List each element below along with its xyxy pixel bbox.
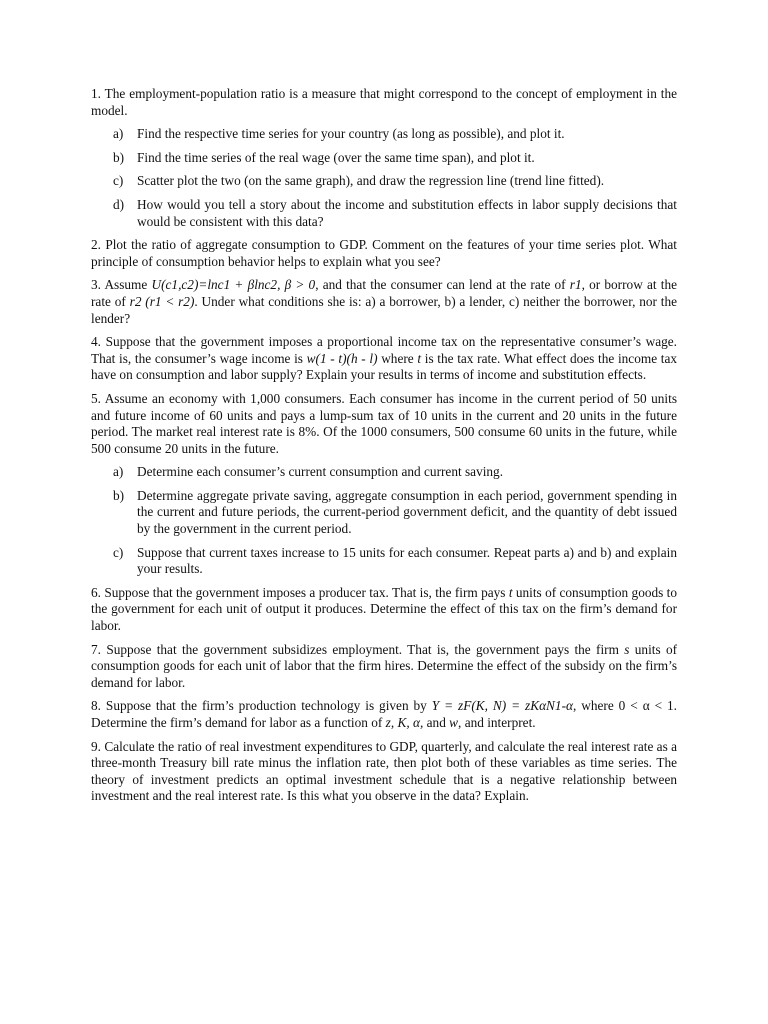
question-1-part-d <box>91 197 677 230</box>
part-text: Find the time series of the real wage (over the same time span), and plot it. <box>137 149 535 165</box>
part-label: c) <box>113 544 124 560</box>
part-label: a) <box>113 464 124 480</box>
question-4 <box>91 334 677 384</box>
question-text-pre: Suppose that the government imposes a producer tax. That is, the firm pays <box>104 584 506 600</box>
tax-rate-variable: t <box>417 350 422 366</box>
question-number: 4. <box>91 334 101 350</box>
question-text-post: , and interpret. <box>458 715 536 730</box>
question-text: Plot the ratio of aggregate consumption to GDP. Comment on the features of your time series plot. What principle of consumption behavior helps to explain what you see? <box>91 237 677 269</box>
part-text: Suppose that current taxes increase to 15 units for each consumer. Repeat parts a) and b) and explain your results. <box>137 544 677 577</box>
part-label: b) <box>113 149 125 165</box>
part-text: Determine aggregate private saving, aggregate consumption in each period, government spending in the current and future periods, the current-period government deficit, and the quantity of debt issued by the government in the current period. <box>137 487 677 537</box>
part-label: b) <box>113 487 125 503</box>
question-text-mid2: , or borrow at the rate of <box>91 277 677 309</box>
question-number: 9. <box>91 738 101 754</box>
wage-variable: w <box>449 715 459 730</box>
question-5 <box>91 391 677 457</box>
question-text: Assume an economy with 1,000 consumers. Each consumer has income in the current period of 50 units and future income of 60 units and pays a lump-sum tax of 10 units in the current and 20 units in the future period. The market real interest rate is 8%. Of the 1000 consumers, 500 consume 60 units in the future, while 500 consume 20 units in the future. <box>91 390 677 456</box>
question-text-post: is the tax rate. What effect does the income tax have on consumption and labor supply? Explain your results in terms of income and substitution effects. <box>91 350 678 383</box>
question-9 <box>91 739 677 805</box>
question-number: 6. <box>91 584 101 600</box>
question-text-pre: Suppose that the firm’s production technology is given by <box>105 698 427 714</box>
question-2 <box>91 237 677 270</box>
function-variables: z, K, α, <box>385 715 424 730</box>
question-text-mid: , and that the consumer can lend at the rate of <box>315 277 566 293</box>
rate-condition: (r1 < r2) <box>145 293 195 309</box>
question-text-pre: Assume <box>104 277 148 293</box>
part-label: a) <box>113 126 124 142</box>
subsidy-variable: s <box>624 641 630 657</box>
question-5-part-a <box>91 464 677 481</box>
question-1 <box>91 86 677 119</box>
question-text-mid: , where 0 < α < 1. Determine the firm’s demand for labor as a function of <box>91 698 678 730</box>
question-text-mid: where <box>381 350 414 366</box>
question-text: The employment-population ratio is a measure that might correspond to the concept of employment in the model. <box>91 86 677 118</box>
question-number: 2. <box>91 237 101 253</box>
question-7 <box>91 642 677 692</box>
question-1-part-c <box>91 173 677 190</box>
question-5-parts <box>91 464 677 578</box>
producer-tax-variable: t <box>508 584 513 600</box>
question-1-parts <box>91 126 677 230</box>
question-6 <box>91 585 677 635</box>
question-text: Calculate the ratio of real investment expenditures to GDP, quarterly, and calculate the real interest rate as a three-month Treasury bill rate minus the inflation rate, then plot both of these variables as time series. The theory of investment predicts an optimal investment schedule that is a negative relationship between investment and the real interest rate. Is this what you observe in the data? Explain. <box>91 738 677 804</box>
question-1-part-b <box>91 150 677 167</box>
part-text: How would you tell a story about the income and substitution effects in labor supply decisions that would be consistent with this data? <box>137 196 677 229</box>
part-text: Find the respective time series for your country (as long as possible), and plot it. <box>137 126 565 142</box>
question-number: 3. <box>91 277 101 293</box>
question-number: 5. <box>91 390 101 406</box>
part-label: c) <box>113 173 124 189</box>
production-function: Y = zF(K, N) = zKαN1-α <box>431 698 573 714</box>
borrowing-rate: r2 <box>129 293 142 309</box>
question-5-part-c <box>91 545 677 578</box>
part-text: Determine each consumer’s current consumption and current saving. <box>137 464 504 480</box>
question-number: 8. <box>91 698 101 714</box>
wage-income-formula: w(1 - t)(h - l) <box>306 350 378 366</box>
question-text-pre: Suppose that the government imposes a proportional income tax on the representative consumer’s wage. That is, the consumer’s wage income is <box>91 334 678 366</box>
question-8 <box>91 698 677 731</box>
question-text-post: units of consumption goods for each unit of labor that the firm hires. Determine the effect of the subsidy on the firm’s demand for labor. <box>91 641 678 690</box>
question-5-part-b <box>91 488 677 538</box>
utility-function: U(c1,c2)=lnc1 + βlnc2, β > 0 <box>151 277 316 293</box>
question-text-and: and <box>426 715 446 730</box>
exercise-sheet <box>91 86 677 812</box>
question-number: 1. <box>91 86 101 101</box>
part-label: d) <box>113 196 125 212</box>
part-text: Scatter plot the two (on the same graph), and draw the regression line (trend line fitted). <box>137 173 605 189</box>
question-number: 7. <box>91 641 101 657</box>
question-1-part-a <box>91 126 677 143</box>
question-text-post: . Under what conditions she is: a) a borrower, b) a lender, c) neither the borrower, nor the lender? <box>91 293 678 326</box>
question-text-pre: Suppose that the government subsidizes employment. That is, the government pays the firm <box>106 641 619 657</box>
question-3 <box>91 277 677 327</box>
question-text-post: units of consumption goods to the government for each unit of output it produces. Determine the effect of this tax on the firm’s demand for labor. <box>91 584 678 634</box>
lending-rate: r1 <box>569 277 582 293</box>
